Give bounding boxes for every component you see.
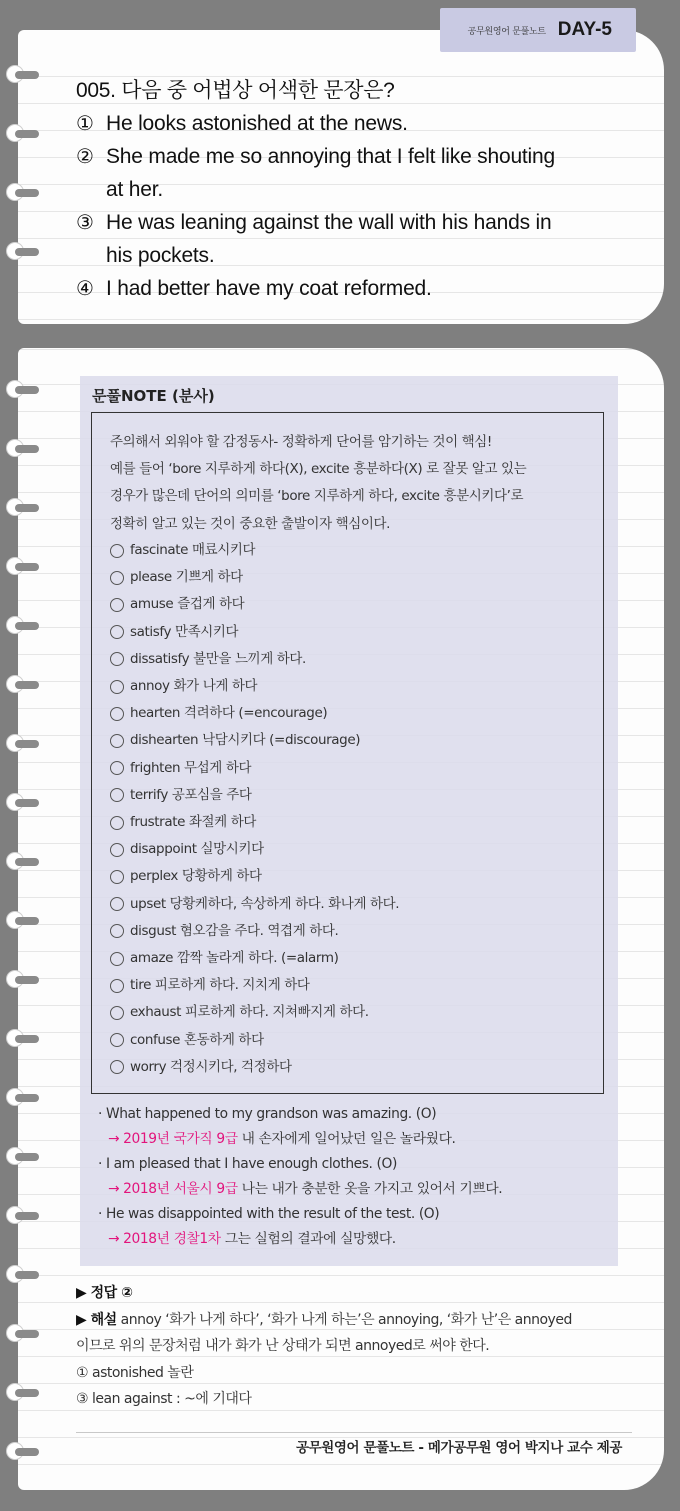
- vocab-text: terrify 공포심을 주다: [130, 786, 252, 803]
- footer-divider: [76, 1432, 632, 1433]
- explanation-text: annoy ‘화가 나게 하다’, ‘화가 나게 하는’은 annoying, ‘화가 난’은 annoyed: [116, 1311, 572, 1328]
- ring-wire: [15, 1389, 39, 1397]
- answer-label: ▶ 정답 ②: [76, 1285, 133, 1301]
- circle-bullet-icon: [110, 1033, 124, 1047]
- binder-ring-icon: [6, 1150, 44, 1164]
- ring-wire: [15, 1212, 39, 1220]
- vocab-item: [110, 673, 590, 700]
- ring-wire: [15, 917, 39, 925]
- vocab-text: disgust 혐오감을 주다. 역겹게 하다.: [130, 922, 339, 939]
- ring-wire: [15, 504, 39, 512]
- circle-bullet-icon: [110, 1006, 124, 1020]
- ring-wire: [15, 622, 39, 630]
- binder-ring-icon: [6, 914, 44, 928]
- option-line: She made me so annoying that I felt like shouting: [106, 145, 555, 168]
- note-heading: 문풀NOTE (분사): [92, 387, 215, 405]
- binder-ring-icon: [6, 973, 44, 987]
- circle-bullet-icon: [110, 652, 124, 666]
- example-translation: [98, 1227, 618, 1252]
- translation-text: 그는 실험의 결과에 실망했다.: [220, 1231, 396, 1247]
- circle-bullet-icon: [110, 979, 124, 993]
- binder-ring-icon: [6, 560, 44, 574]
- question-option-1: [76, 107, 636, 140]
- question-option-4: [76, 272, 636, 305]
- binder-ring-icon: [6, 678, 44, 692]
- vocab-item: [110, 537, 590, 564]
- vocab-item: [110, 836, 590, 863]
- vocab-text: annoy 화가 나게 하다: [130, 678, 258, 695]
- vocab-text: dishearten 낙담시키다 (=discourage): [130, 732, 361, 749]
- vocab-text: amaze 깜짝 놀라게 하다. (=alarm): [130, 950, 339, 967]
- option-number: ④: [76, 276, 94, 300]
- vocab-item: [110, 782, 590, 809]
- vocab-item: [110, 809, 590, 836]
- circle-bullet-icon: [110, 952, 124, 966]
- vocab-text: tire 피로하게 하다. 지치게 하다: [130, 977, 310, 994]
- answer-note: ① astonished 놀란: [76, 1364, 194, 1381]
- translation-text: 내 손자에게 일어났던 일은 놀라웠다.: [237, 1131, 456, 1147]
- example-sentence: · He was disappointed with the result of the test. (O): [98, 1206, 440, 1222]
- binder-ring-icon: [6, 501, 44, 515]
- binder-ring-icon: [6, 737, 44, 751]
- vocab-item: [110, 863, 590, 890]
- circle-bullet-icon: [110, 544, 124, 558]
- circle-bullet-icon: [110, 734, 124, 748]
- circle-bullet-icon: [110, 843, 124, 857]
- footer-credit: 공무원영어 문풀노트 - 메가공무원 영어 박지나 교수 제공: [295, 1440, 622, 1456]
- binder-ring-icon: [6, 796, 44, 810]
- example-sentences: [98, 1102, 618, 1252]
- ring-wire: [15, 189, 39, 197]
- vocab-item: [110, 591, 590, 618]
- exam-source: → 2019년 국가직 9급: [108, 1131, 238, 1147]
- vocab-item: [110, 1027, 590, 1054]
- ring-wire: [15, 1448, 39, 1456]
- ring-wire: [15, 681, 39, 689]
- binder-ring-icon: [6, 68, 44, 82]
- circle-bullet-icon: [110, 924, 124, 938]
- ring-wire: [15, 130, 39, 138]
- ring-wire: [15, 248, 39, 256]
- translation-text: 나는 내가 충분한 옷을 가지고 있어서 기쁘다.: [237, 1181, 503, 1197]
- option-number: ③: [76, 210, 94, 234]
- example-translation: [98, 1177, 618, 1202]
- vocab-text: frighten 무섭게 하다: [130, 759, 252, 776]
- vocab-item: [110, 727, 590, 754]
- vocab-item: [110, 972, 590, 999]
- circle-bullet-icon: [110, 598, 124, 612]
- example-translation: [98, 1127, 618, 1152]
- binder-ring-icon: [6, 1032, 44, 1046]
- tag-day-label: DAY-5: [557, 19, 612, 40]
- circle-bullet-icon: [110, 707, 124, 721]
- intro-line: 주의해서 외워야 할 감정동사- 정확하게 단어를 암기하는 것이 핵심!: [110, 434, 492, 450]
- vocab-text: exhaust 피로하게 하다. 지쳐빠지게 하다.: [130, 1004, 369, 1021]
- option-text: [106, 206, 636, 272]
- ring-wire: [15, 1271, 39, 1279]
- option-text: [106, 107, 636, 140]
- vocab-item: [110, 945, 590, 972]
- binder-ring-icon: [6, 1209, 44, 1223]
- option-text: [106, 140, 636, 206]
- binder-ring-icon: [6, 1445, 44, 1459]
- vocab-text: worry 걱정시키다, 걱정하다: [130, 1058, 292, 1075]
- binder-ring-icon: [6, 1386, 44, 1400]
- vocab-text: confuse 혼동하게 하다: [130, 1031, 264, 1048]
- vocab-text: dissatisfy 불만을 느끼게 하다.: [130, 650, 306, 667]
- vocab-list: [110, 537, 590, 1081]
- circle-bullet-icon: [110, 680, 124, 694]
- binder-ring-icon: [6, 1091, 44, 1105]
- vocab-item: [110, 891, 590, 918]
- binder-ring-icon: [6, 619, 44, 633]
- option-number: ②: [76, 144, 94, 168]
- circle-bullet-icon: [110, 870, 124, 884]
- ring-wire: [15, 799, 39, 807]
- binder-ring-icon: [6, 442, 44, 456]
- vocab-text: fascinate 매료시키다: [130, 542, 256, 558]
- vocab-text: amuse 즐겁게 하다: [130, 596, 245, 613]
- ring-wire: [15, 563, 39, 571]
- vocab-item: [110, 619, 590, 646]
- tag-series-title: 공무원영어 문풀노트: [467, 26, 546, 37]
- vocab-item: [110, 564, 590, 591]
- vocab-item: [110, 646, 590, 673]
- vocab-text: hearten 격려하다 (=encourage): [130, 705, 328, 722]
- vocab-text: perplex 당황하게 하다: [130, 868, 262, 885]
- vocab-item: [110, 999, 590, 1026]
- vocab-item: [110, 1054, 590, 1081]
- ring-wire: [15, 1094, 39, 1102]
- option-line: his pockets.: [106, 244, 215, 267]
- intro-line: 경우가 많은데 단어의 의미를 ‘bore 지루하게 하다, excite 흥분시키다’로: [110, 488, 524, 505]
- ring-wire: [15, 386, 39, 394]
- option-text: [106, 272, 636, 305]
- exam-source: → 2018년 경찰1차: [108, 1231, 221, 1247]
- question-block: [76, 74, 636, 305]
- ring-wire: [15, 858, 39, 866]
- vocab-text: please 기쁘게 하다: [130, 569, 243, 586]
- exam-source: → 2018년 서울시 9급: [108, 1181, 238, 1197]
- circle-bullet-icon: [110, 897, 124, 911]
- note-intro: [110, 429, 600, 538]
- example-sentence: · What happened to my grandson was amazing. (O): [98, 1106, 437, 1122]
- binder-ring-icon: [6, 1268, 44, 1282]
- intro-line: 예를 들어 ‘bore 지루하게 하다(X), excite 흥분하다(X) 로 잘못 알고 있는: [110, 461, 527, 478]
- binder-ring-icon: [6, 1327, 44, 1341]
- ring-wire: [15, 1153, 39, 1161]
- vocab-item: [110, 700, 590, 727]
- circle-bullet-icon: [110, 625, 124, 639]
- circle-bullet-icon: [110, 1060, 124, 1074]
- ring-wire: [15, 1035, 39, 1043]
- binder-ring-icon: [6, 383, 44, 397]
- circle-bullet-icon: [110, 571, 124, 585]
- ring-wire: [15, 740, 39, 748]
- binder-ring-icon: [6, 127, 44, 141]
- option-number: ①: [76, 111, 94, 135]
- vocab-text: frustrate 좌절케 하다: [130, 814, 256, 831]
- binder-ring-icon: [6, 855, 44, 869]
- option-line: He looks astonished at the news.: [106, 112, 408, 135]
- ring-wire: [15, 976, 39, 984]
- vocab-text: upset 당황케하다, 속상하게 하다. 화나게 하다.: [130, 895, 400, 912]
- vocab-item: [110, 755, 590, 782]
- explanation-label: ▶ 해설: [76, 1311, 117, 1328]
- intro-line: 정확히 알고 있는 것이 중요한 출발이자 핵심이다.: [110, 515, 391, 532]
- ring-wire: [15, 1330, 39, 1338]
- circle-bullet-icon: [110, 761, 124, 775]
- day-tag: [440, 8, 636, 52]
- ring-wire: [15, 445, 39, 453]
- explanation-line: [76, 1307, 636, 1334]
- option-line: at her.: [106, 178, 163, 201]
- circle-bullet-icon: [110, 788, 124, 802]
- question-option-2: [76, 140, 636, 206]
- answer-block: [76, 1280, 636, 1413]
- example-sentence: · I am pleased that I have enough clothes. (O): [98, 1156, 397, 1172]
- answer-note: ③ lean against : ~에 기대다: [76, 1391, 252, 1407]
- option-line: He was leaning against the wall with his hands in: [106, 211, 552, 234]
- circle-bullet-icon: [110, 816, 124, 830]
- vocab-text: disappoint 실망시키다: [130, 841, 264, 858]
- question-title: 005. 다음 중 어법상 어색한 문장은?: [76, 79, 395, 102]
- binder-ring-icon: [6, 186, 44, 200]
- vocab-item: [110, 918, 590, 945]
- binder-ring-icon: [6, 245, 44, 259]
- vocab-text: satisfy 만족시키다: [130, 623, 239, 640]
- ring-wire: [15, 71, 39, 79]
- question-option-3: [76, 206, 636, 272]
- explanation-line: 이므로 위의 문장처럼 내가 화가 난 상태가 되면 annoyed로 써야 한다.: [76, 1338, 490, 1354]
- option-line: I had better have my coat reformed.: [106, 277, 432, 300]
